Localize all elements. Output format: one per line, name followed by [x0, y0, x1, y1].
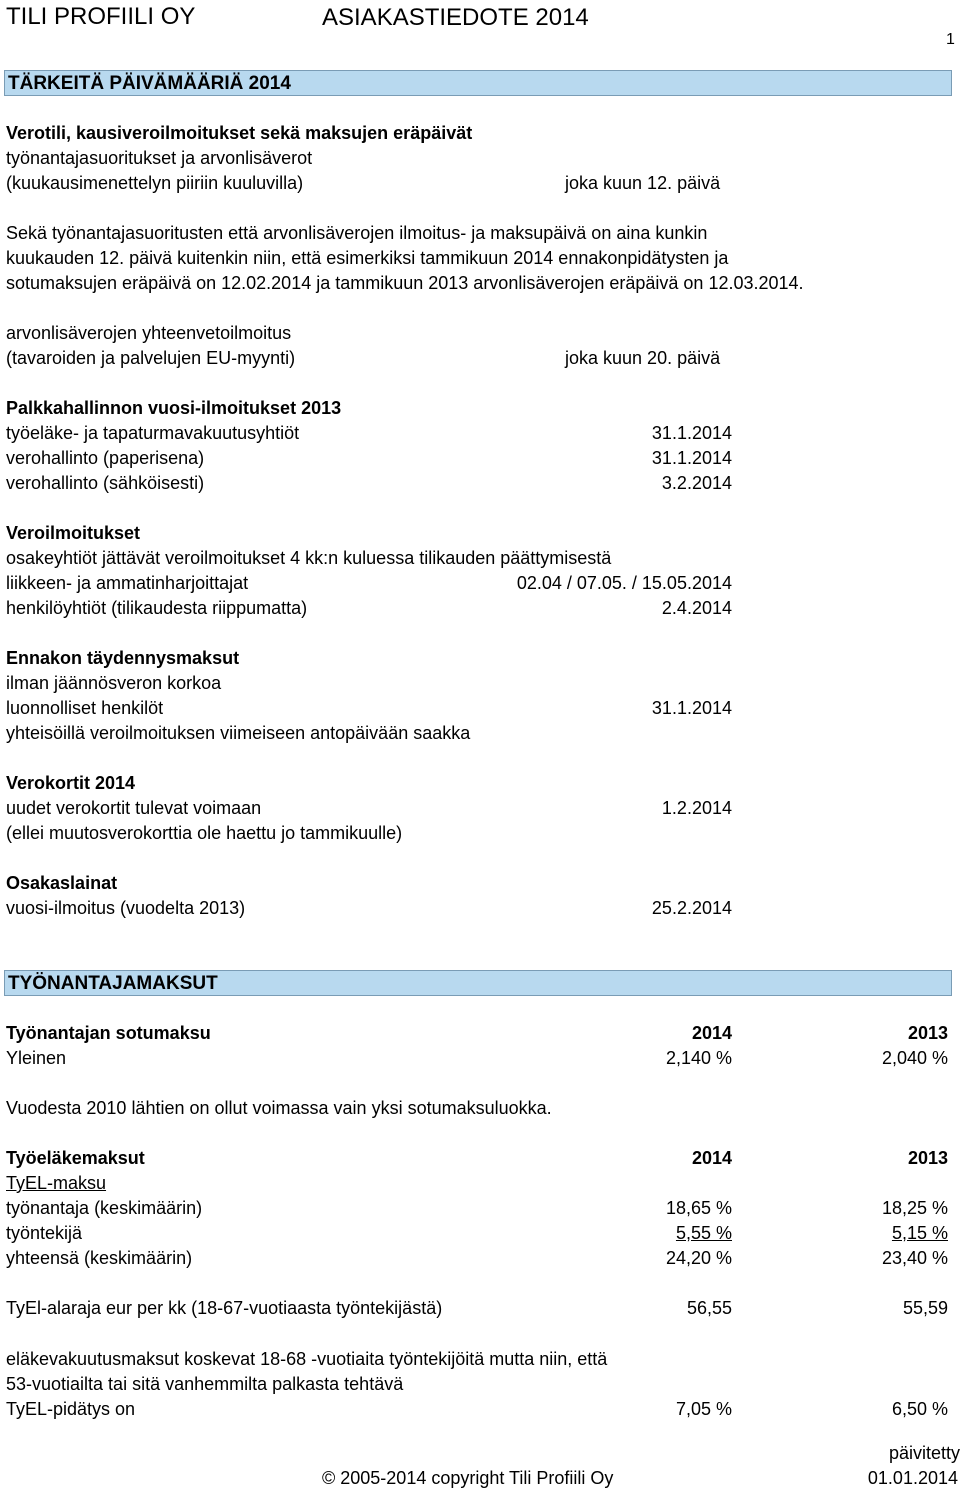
tyel-row-2014: 18,65 % — [665, 1198, 732, 1218]
updated-label: päivitetty — [888, 1443, 960, 1463]
osakas-heading: Osakaslainat — [6, 873, 118, 893]
sotu-row-2013: 2,040 % — [881, 1048, 948, 1068]
verokortit-heading: Verokortit 2014 — [6, 773, 136, 793]
banner-label: TÄRKEITÄ PÄIVÄMÄÄRIÄ 2014 — [8, 73, 291, 94]
alv-line2: (tavaroiden ja palvelujen EU-myynti) — [6, 348, 296, 368]
ennakko-row-label: luonnolliset henkilöt — [6, 698, 164, 718]
alaraja-label: TyEl-alaraja eur per kk (18-67-vuotiaasta työntekijästä) — [6, 1298, 443, 1318]
palkka-row-label: työeläke- ja tapaturmavakuutusyhtiöt — [6, 423, 300, 443]
tyel-subheading: TyEL-maksu — [6, 1173, 107, 1193]
palkka-heading: Palkkahallinnon vuosi-ilmoitukset 2013 — [6, 398, 342, 418]
verotili-line2: (kuukausimenettelyn piiriin kuuluvilla) — [6, 173, 304, 193]
page-number: 1 — [946, 31, 955, 48]
pidatys-2014: 7,05 % — [675, 1399, 732, 1419]
ennakko-line1: ilman jäännösveron korkoa — [6, 673, 222, 693]
paragraph-line1: Sekä työnantajasuoritusten että arvonlisäverojen ilmoitus- ja maksupäivä on aina kunkin — [6, 223, 708, 243]
verokortit-row-label: uudet verokortit tulevat voimaan — [6, 798, 262, 818]
ennakko-line2: yhteisöillä veroilmoituksen viimeiseen antopäivään saakka — [6, 723, 471, 743]
palkka-row-date: 31.1.2014 — [651, 423, 732, 443]
verokortit-line2: (ellei muutosverokorttia ole haettu jo tammikuulle) — [6, 823, 403, 843]
column-2014: 2014 — [691, 1148, 732, 1168]
vero-row-label: liikkeen- ja ammatinharjoittajat — [6, 573, 249, 593]
sotu-row-label: Yleinen — [6, 1048, 67, 1068]
elake-line1: eläkevakuutusmaksut koskevat 18-68 -vuotiaita työntekijöitä mutta niin, että — [6, 1349, 608, 1369]
document-title: ASIAKASTIEDOTE 2014 — [322, 4, 589, 31]
section-banner-employer — [4, 970, 952, 996]
tyel-row-label: yhteensä (keskimäärin) — [6, 1248, 193, 1268]
alaraja-2014: 56,55 — [686, 1298, 732, 1318]
tyel-heading: Työeläkemaksut — [6, 1148, 145, 1168]
verotili-heading: Verotili, kausiveroilmoitukset sekä maksujen eräpäivät — [6, 123, 473, 143]
sotu-row-2014: 2,140 % — [665, 1048, 732, 1068]
tyel-row-label: työnantaja (keskimäärin) — [6, 1198, 203, 1218]
updated-date: 01.01.2014 — [867, 1468, 958, 1488]
palkka-row-label: verohallinto (sähköisesti) — [6, 473, 205, 493]
section-banner-dates — [4, 70, 952, 96]
elake-line2: 53-vuotiailta tai sitä vanhemmilta palkasta tehtävä — [6, 1374, 404, 1394]
palkka-row-date: 3.2.2014 — [661, 473, 732, 493]
company-name: TILI PROFIILI OY — [6, 3, 196, 30]
vero-heading: Veroilmoitukset — [6, 523, 141, 543]
pidatys-label: TyEL-pidätys on — [6, 1399, 136, 1419]
vero-line1: osakeyhtiöt jättävät veroilmoitukset 4 kk:n kuluessa tilikauden päättymisestä — [6, 548, 612, 568]
pidatys-2013: 6,50 % — [891, 1399, 948, 1419]
vero-row-date: 2.4.2014 — [661, 598, 732, 618]
column-2013: 2013 — [907, 1023, 948, 1043]
tyel-row-2013: 23,40 % — [881, 1248, 948, 1268]
paragraph-line2: kuukauden 12. päivä kuitenkin niin, että esimerkiksi tammikuun 2014 ennakonpidätysten ja — [6, 248, 729, 268]
tyel-row-2013: 5,15 % — [891, 1223, 948, 1243]
tyel-row-label: työntekijä — [6, 1223, 83, 1243]
verotili-date: joka kuun 12. päivä — [565, 173, 721, 193]
alaraja-2013: 55,59 — [902, 1298, 948, 1318]
verokortit-row-date: 1.2.2014 — [661, 798, 732, 818]
tyel-row-2014: 24,20 % — [665, 1248, 732, 1268]
osakas-row-label: vuosi-ilmoitus (vuodelta 2013) — [6, 898, 246, 918]
column-2014: 2014 — [691, 1023, 732, 1043]
verotili-line1: työnantajasuoritukset ja arvonlisäverot — [6, 148, 313, 168]
tyel-row-2013: 18,25 % — [881, 1198, 948, 1218]
vero-row-date: 02.04 / 07.05. / 15.05.2014 — [516, 573, 732, 593]
palkka-row-label: verohallinto (paperisena) — [6, 448, 205, 468]
ennakko-row-date: 31.1.2014 — [651, 698, 732, 718]
palkka-row-date: 31.1.2014 — [651, 448, 732, 468]
tyel-row-2014: 5,55 % — [675, 1223, 732, 1243]
copyright: © 2005-2014 copyright Tili Profiili Oy — [322, 1468, 614, 1488]
osakas-row-date: 25.2.2014 — [651, 898, 732, 918]
alv-date: joka kuun 20. päivä — [565, 348, 721, 368]
vero-row-label: henkilöyhtiöt (tilikaudesta riippumatta) — [6, 598, 308, 618]
alv-line1: arvonlisäverojen yhteenvetoilmoitus — [6, 323, 292, 343]
ennakko-heading: Ennakon täydennysmaksut — [6, 648, 240, 668]
column-2013: 2013 — [907, 1148, 948, 1168]
paragraph-line3: sotumaksujen eräpäivä on 12.02.2014 ja tammikuun 2013 arvonlisäverojen eräpäivä on 12.03.2014. — [6, 273, 804, 293]
sotu-heading: Työnantajan sotumaksu — [6, 1023, 211, 1043]
sotu-note: Vuodesta 2010 lähtien on ollut voimassa vain yksi sotumaksuluokka. — [6, 1098, 552, 1118]
banner-label: TYÖNANTAJAMAKSUT — [8, 973, 218, 994]
